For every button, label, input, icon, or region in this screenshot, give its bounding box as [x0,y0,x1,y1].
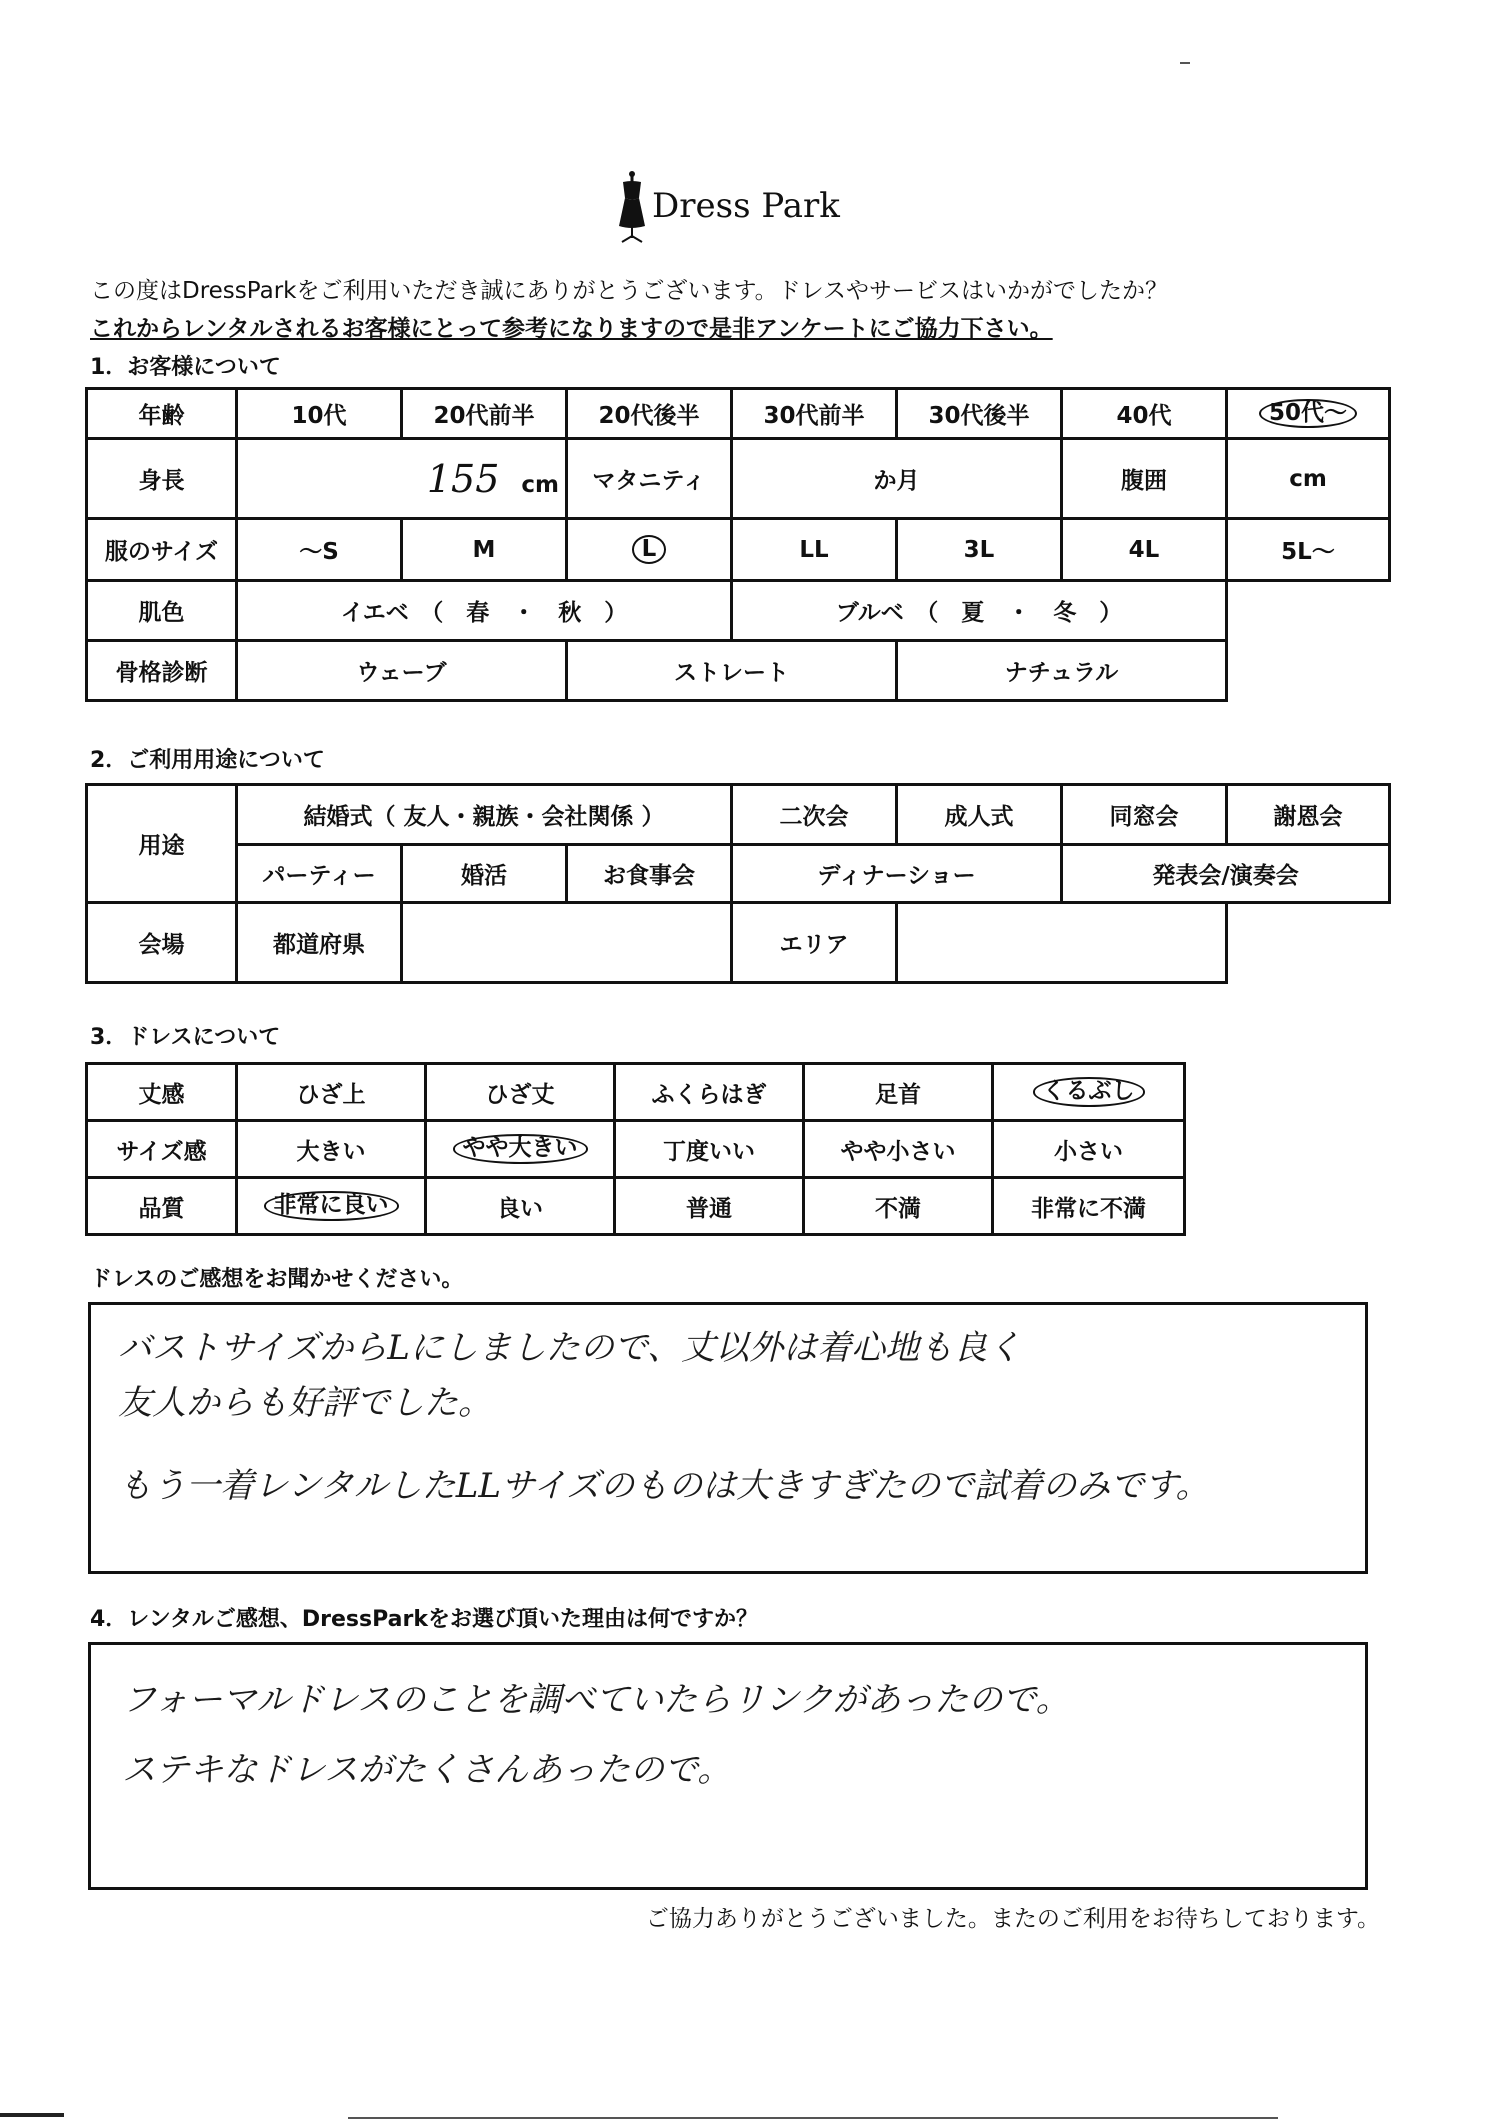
area-field[interactable] [897,903,1227,983]
maternity-field[interactable] [732,439,1062,519]
quality-option[interactable]: 普通 [615,1178,804,1235]
blank-cell [1227,641,1390,701]
selected-age: 50代～ [1259,399,1357,428]
purpose-row-2 [87,845,1390,903]
length-option[interactable]: ひざ丈 [426,1064,615,1121]
purpose-option[interactable]: ディナーショー [732,845,1062,903]
customer-table [85,387,1391,702]
purpose-row-1 [87,785,1390,845]
prefecture-label: 都道府県 [237,903,402,983]
size-label: 服のサイズ [87,519,237,581]
venue-row [87,903,1390,983]
purpose-option[interactable]: 発表会/演奏会 [1062,845,1390,903]
waist-label: 腹囲 [1062,439,1227,519]
maternity-label: マタニティ [567,439,732,519]
purpose-option[interactable]: 成人式 [897,785,1062,845]
purpose-option[interactable]: 二次会 [732,785,897,845]
height-row [87,439,1390,519]
comment-line: バストサイズからLにしましたので、丈以外は着心地も良く [118,1328,1022,1368]
comment-prompt: ドレスのご感想をお聞かせください。 [90,1267,464,1292]
length-option[interactable]: ひざ上 [237,1064,426,1121]
selected-length: くるぶし [1033,1077,1145,1106]
age-option-selected[interactable] [1227,389,1390,439]
purpose-table [85,783,1391,984]
reason-line: ステキなドレスがたくさんあったので。 [122,1750,732,1790]
dress-form-icon [612,168,652,248]
fit-label: サイズ感 [87,1121,237,1178]
quality-option[interactable]: 良い [426,1178,615,1235]
purpose-option[interactable]: お食事会 [567,845,732,903]
length-label: 丈感 [87,1064,237,1121]
selected-size: L [632,535,667,564]
frame-option[interactable]: ウェーブ [237,641,567,701]
length-option[interactable]: ふくらはぎ [615,1064,804,1121]
dress-table [85,1062,1186,1236]
section3-title: 3．ドレスについて [90,1025,281,1050]
age-label: 年齢 [87,389,237,439]
height-label: 身長 [87,439,237,519]
fit-row [87,1121,1185,1178]
age-option[interactable]: 20代前半 [402,389,567,439]
purpose-option[interactable]: 婚活 [402,845,567,903]
fit-option[interactable]: 丁度いい [615,1121,804,1178]
purpose-option[interactable]: 同窓会 [1062,785,1227,845]
area-label: エリア [732,903,897,983]
scan-dot [1180,62,1190,64]
reason-line: フォーマルドレスのことを調べていたらリンクがあったので。 [122,1680,1070,1720]
size-option[interactable]: 5L～ [1227,519,1390,581]
skin-row [87,581,1390,641]
frame-label: 骨格診断 [87,641,237,701]
quality-option-selected[interactable] [237,1178,426,1235]
quality-option[interactable]: 非常に不満 [993,1178,1185,1235]
scan-mark [0,2113,64,2117]
prefecture-field[interactable] [402,903,732,983]
purpose-label: 用途 [87,785,237,903]
age-option[interactable]: 30代後半 [897,389,1062,439]
skin-blue-option[interactable]: ブルベ （ 夏 ・ 冬 ） [732,581,1227,641]
brand-name: Dress Park [652,186,840,226]
age-option[interactable]: 40代 [1062,389,1227,439]
frame-row [87,641,1390,701]
length-row [87,1064,1185,1121]
bottom-rule [348,2117,1278,2119]
size-option[interactable]: LL [732,519,897,581]
size-option[interactable]: ～S [237,519,402,581]
venue-label: 会場 [87,903,237,983]
section2-title: 2．ご利用用途について [90,748,325,773]
purpose-option[interactable]: 謝恩会 [1227,785,1390,845]
size-option-selected[interactable] [567,519,732,581]
fit-option[interactable]: 小さい [993,1121,1185,1178]
quality-label: 品質 [87,1178,237,1235]
frame-option[interactable]: ストレート [567,641,897,701]
age-option[interactable]: 20代後半 [567,389,732,439]
blank-cell [1227,903,1390,983]
quality-row [87,1178,1185,1235]
comment-line: 友人からも好評でした。 [118,1383,492,1423]
age-option[interactable]: 30代前半 [732,389,897,439]
blank-cell [1227,581,1390,641]
intro-request: これからレンタルされるお客様にとって参考になりますので是非アンケートにご協力下さい。 [90,316,1053,342]
height-value: 155 [426,456,500,501]
size-option[interactable]: 3L [897,519,1062,581]
intro-text: この度はDressParkをご利用いただき誠にありがとうございます。ドレスやサービスはいかがでしたか？ [90,278,1168,304]
purpose-option[interactable]: パーティー [237,845,402,903]
height-unit: cm [521,471,559,498]
size-option[interactable]: M [402,519,567,581]
age-row [87,389,1390,439]
size-option[interactable]: 4L [1062,519,1227,581]
fit-option-selected[interactable] [426,1121,615,1178]
fit-option[interactable]: やや小さい [804,1121,993,1178]
footer-thanks: ご協力ありがとうございました。またのご利用をお待ちしております。 [645,1906,1380,1932]
quality-option[interactable]: 不満 [804,1178,993,1235]
waist-field[interactable] [1227,439,1390,519]
maternity-unit: か月 [873,468,920,494]
comment-line: もう一着レンタルしたLLサイズのものは大きすぎたので試着のみです。 [118,1466,1210,1506]
size-row [87,519,1390,581]
section4-title: 4．レンタルご感想、DressParkをお選び頂いた理由は何ですか？ [90,1607,758,1632]
skin-label: 肌色 [87,581,237,641]
section1-title: 1．お客様について [90,355,281,380]
height-field[interactable] [237,439,567,519]
selected-quality: 非常に良い [264,1191,399,1220]
age-option[interactable]: 10代 [237,389,402,439]
frame-option[interactable]: ナチュラル [897,641,1227,701]
fit-option[interactable]: 大きい [237,1121,426,1178]
wedding-option[interactable]: 結婚式（ 友人・親族・会社関係 ） [237,785,732,845]
length-option-selected[interactable] [993,1064,1185,1121]
selected-fit: やや大きい [453,1134,588,1163]
length-option[interactable]: 足首 [804,1064,993,1121]
waist-unit: cm [1289,465,1327,492]
skin-yellow-option[interactable]: イエベ （ 春 ・ 秋 ） [237,581,732,641]
